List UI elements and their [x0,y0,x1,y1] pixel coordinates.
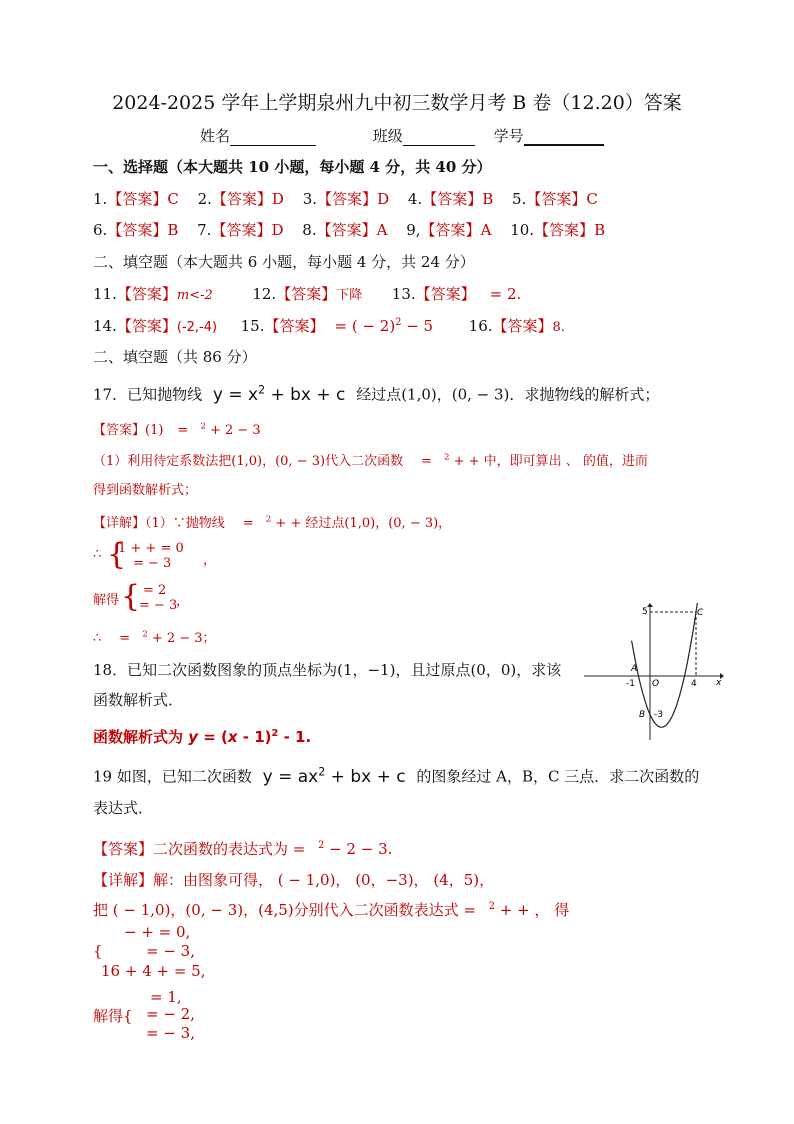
q17-detail [93,512,451,531]
q17-stem [93,383,659,405]
mcq-num: 10. [510,221,535,239]
mcq-tag: 【答案】 [107,221,168,239]
q19-stem-line2: 表达式． [93,799,154,817]
label-O: O [652,679,660,689]
mcq-tag: 【答案】 [107,190,168,208]
parabola-graph [584,603,724,743]
q19-sys-line3: 16 + 4 + = 5, [101,962,206,980]
q16-num: 16. [468,317,493,335]
q17-detail-c: + + 经过点(1,0)，(0, − 3)， [271,516,452,531]
q15-val-b: − 5 [401,317,434,335]
q17-sys1-line2: = − 3 [133,556,172,571]
mcq-num: 9, [406,221,421,239]
label-4: 4 [691,679,697,689]
label-5: 5 [642,607,648,617]
q15-exp: 2 [395,317,402,328]
q14-val: (-2,-4) [176,320,218,335]
q19-eq-b: + bx + c [325,766,406,787]
q19-detail-b: + + ， 得 [494,901,570,919]
section2-heading: 二、填空题（本大题共 6 小题，每小题 4 分，共 24 分） [93,253,475,271]
q17-detail-a: 【详解】（1）∵抛物线 [93,516,225,531]
mcq-val: B [594,221,606,239]
q17-hint-c: + + 中，即可算出 、 的值，进而 [449,454,648,469]
q19-detail-line2 [93,899,569,920]
q17-sys2-line2: = − 3 [139,598,178,613]
mcq-val: A [376,221,388,239]
q17-answer-a: = [177,423,193,438]
q19-eq-a: y = ax [262,766,319,787]
mcq-row-1 [93,188,598,209]
mcq-tag: 【答案】 [526,190,587,208]
q17-answer-exp: 2 [200,420,206,431]
q17-sys2-suffix: ， [176,594,190,609]
q19-detail-exp: 2 [488,901,495,912]
section3-heading: 二、填空题（共 86 分） [93,348,257,366]
mcq-num: 4. [407,190,423,208]
q17-hint-line1 [93,450,648,469]
label-x: x [716,678,722,688]
q17-sys1-prefix: ∴ [93,547,102,562]
mcq-val: B [482,190,494,208]
mcq-num: 6. [93,221,108,239]
label-B: B [639,710,646,720]
mcq-tag: 【答案】 [317,190,378,208]
q11-num: 11. [93,285,117,303]
fill-row-1 [93,283,521,304]
q18-answer-c: - 1) [237,728,272,746]
q19-stem [93,765,699,787]
mcq-tag: 【答案】 [316,221,377,239]
q19-sol-line3: = − 3, [146,1024,195,1042]
q17-detail-exp: 2 [265,513,272,524]
q19-answer [93,838,392,859]
q19-sys-line1: − + = 0, [124,923,191,941]
q17-stem-text: 17．已知抛物线 [93,385,203,404]
q18-answer-a: 函数解析式为 [93,728,189,746]
q19-answer-exp: 2 [318,840,325,851]
student-info-fields [200,125,604,146]
name-blank [230,129,316,146]
q16-val: 8. [552,320,565,335]
q19-sol-line2: = − 2, [146,1005,195,1023]
q17-eq-b: + bx + c [265,384,346,405]
mcq-num: 8. [302,221,317,239]
q12-tag: 【答案】 [276,285,337,303]
q17-stem-text-b: 经过点(1,0)，(0, − 3)．求抛物线的解析式； [356,385,660,404]
mcq-val: D [377,190,390,208]
q17-eq-exp: 2 [258,383,266,396]
mcq-num: 5. [512,190,527,208]
mcq-row-2 [93,219,605,240]
q17-equation [213,385,346,405]
q18-answer-y: y [188,728,199,746]
q14-tag: 【答案】 [116,317,177,335]
label-A: A [631,664,638,674]
q13-num: 13. [391,285,416,303]
name-label: 姓名 [200,127,231,145]
q17-eq-a: y = x [212,384,259,405]
q17-detail-b: = [242,516,258,531]
q17-sys1-line1: 1 + + = 0 [118,541,184,556]
q19-equation [263,767,406,787]
q17-final [93,627,216,646]
id-blank [524,128,604,146]
q18-answer-b: = ( [198,728,228,746]
q11-tag: 【答案】 [116,285,177,303]
q12-num: 12. [252,285,277,303]
mcq-num: 2. [197,190,212,208]
q17-final-a: = [119,631,135,646]
mcq-tag: 【答案】 [534,221,595,239]
section1-heading: 一、选择题（本大题共 10 小题，每小题 4 分，共 40 分） [93,158,492,176]
q18-answer-x: x [227,728,238,746]
y-axis-arrow [647,603,653,607]
page-title: 2024-2025 学年上学期泉州九中初三数学月考 B 卷（12.20）答案 [112,92,682,114]
mcq-tag: 【答案】 [211,221,272,239]
q19-sol-prefix: 解得{ [93,1007,133,1025]
q15-tag: 【答案】 [264,317,325,335]
id-label: 学号 [493,127,524,145]
class-blank [403,129,475,146]
q16-tag: 【答案】 [492,317,553,335]
q17-hint-line2: 得到函数解析式； [93,483,198,498]
mcq-val: C [167,190,179,208]
q19-sys-brace: { [93,942,103,960]
q19-stem-b: 的图象经过 A，B，C 三点．求二次函数的 [416,767,700,786]
q18-answer-d: - 1. [278,728,312,746]
label-neg1: -1 [626,679,635,689]
parabola-curve [632,603,703,727]
label-neg3: -3 [654,710,663,720]
label-C: C [697,608,704,618]
q17-sys2-brace: { [121,579,141,614]
q17-sys2-prefix: 解得 [93,593,120,608]
q17-answer-b: + 2 − 3 [205,423,261,438]
q17-hint-a: （1）利用待定系数法把(1,0)，(0, − 3)代入二次函数 [93,454,404,469]
q18-line2: 函数解析式． [93,691,184,709]
q17-answer [93,419,261,438]
q13-val: = 2. [489,285,522,303]
q18-answer [93,726,311,747]
mcq-val: C [586,190,598,208]
mcq-val: B [167,221,179,239]
fill-row-2 [93,315,565,336]
q19-eq-exp: 2 [318,765,326,778]
class-label: 班级 [372,127,403,145]
q12-val: 下降 [336,288,363,303]
q17-final-prefix: ∴ [93,631,102,646]
q19-sys-line2: = − 3, [146,942,195,960]
q17-final-exp: 2 [142,628,148,639]
q14-num: 14. [93,317,117,335]
q17-hint-b: = [421,454,437,469]
q18-answer-exp: 2 [271,728,279,739]
q19-detail-a: 把 ( − 1,0)，(0, − 3)，(4,5)分别代入二次函数表达式 = [93,901,481,919]
q17-hint-exp: 2 [444,451,450,462]
q19-detail-line1: 【详解】解：由图象可得， ( − 1,0)， (0，−3)， (4，5)， [93,871,495,889]
mcq-tag: 【答案】 [422,190,483,208]
mcq-num: 1. [93,190,108,208]
q15-val: = ( − 2) [334,317,396,335]
q19-sol-line1: = 1, [150,988,182,1006]
q17-sys2-line1: = 2 [143,583,167,598]
mcq-val: D [271,190,284,208]
q19-stem-a: 19 如图，已知二次函数 [93,767,252,786]
mcq-tag: 【答案】 [420,221,481,239]
mcq-num: 3. [302,190,318,208]
q13-tag: 【答案】 [415,285,476,303]
q11-val: m<-2 [176,288,213,303]
mcq-val: D [271,221,284,239]
q19-answer-b: − 2 − 3. [324,840,393,858]
q17-sys1-brace: { [107,537,127,572]
q17-sys1-suffix: ， [203,553,217,568]
mcq-tag: 【答案】 [211,190,272,208]
q19-answer-a: 【答案】二次函数的表达式为 = [93,840,311,858]
q18-line1: 18．已知二次函数图象的顶点坐标为(1，−1)，且过原点(0，0)，求该 [93,661,562,679]
mcq-num: 7. [197,221,212,239]
q15-num: 15. [240,317,265,335]
q17-final-b: + 2 − 3； [147,631,216,646]
mcq-val: A [480,221,492,239]
q17-answer-tag: 【答案】(1) [93,423,164,438]
